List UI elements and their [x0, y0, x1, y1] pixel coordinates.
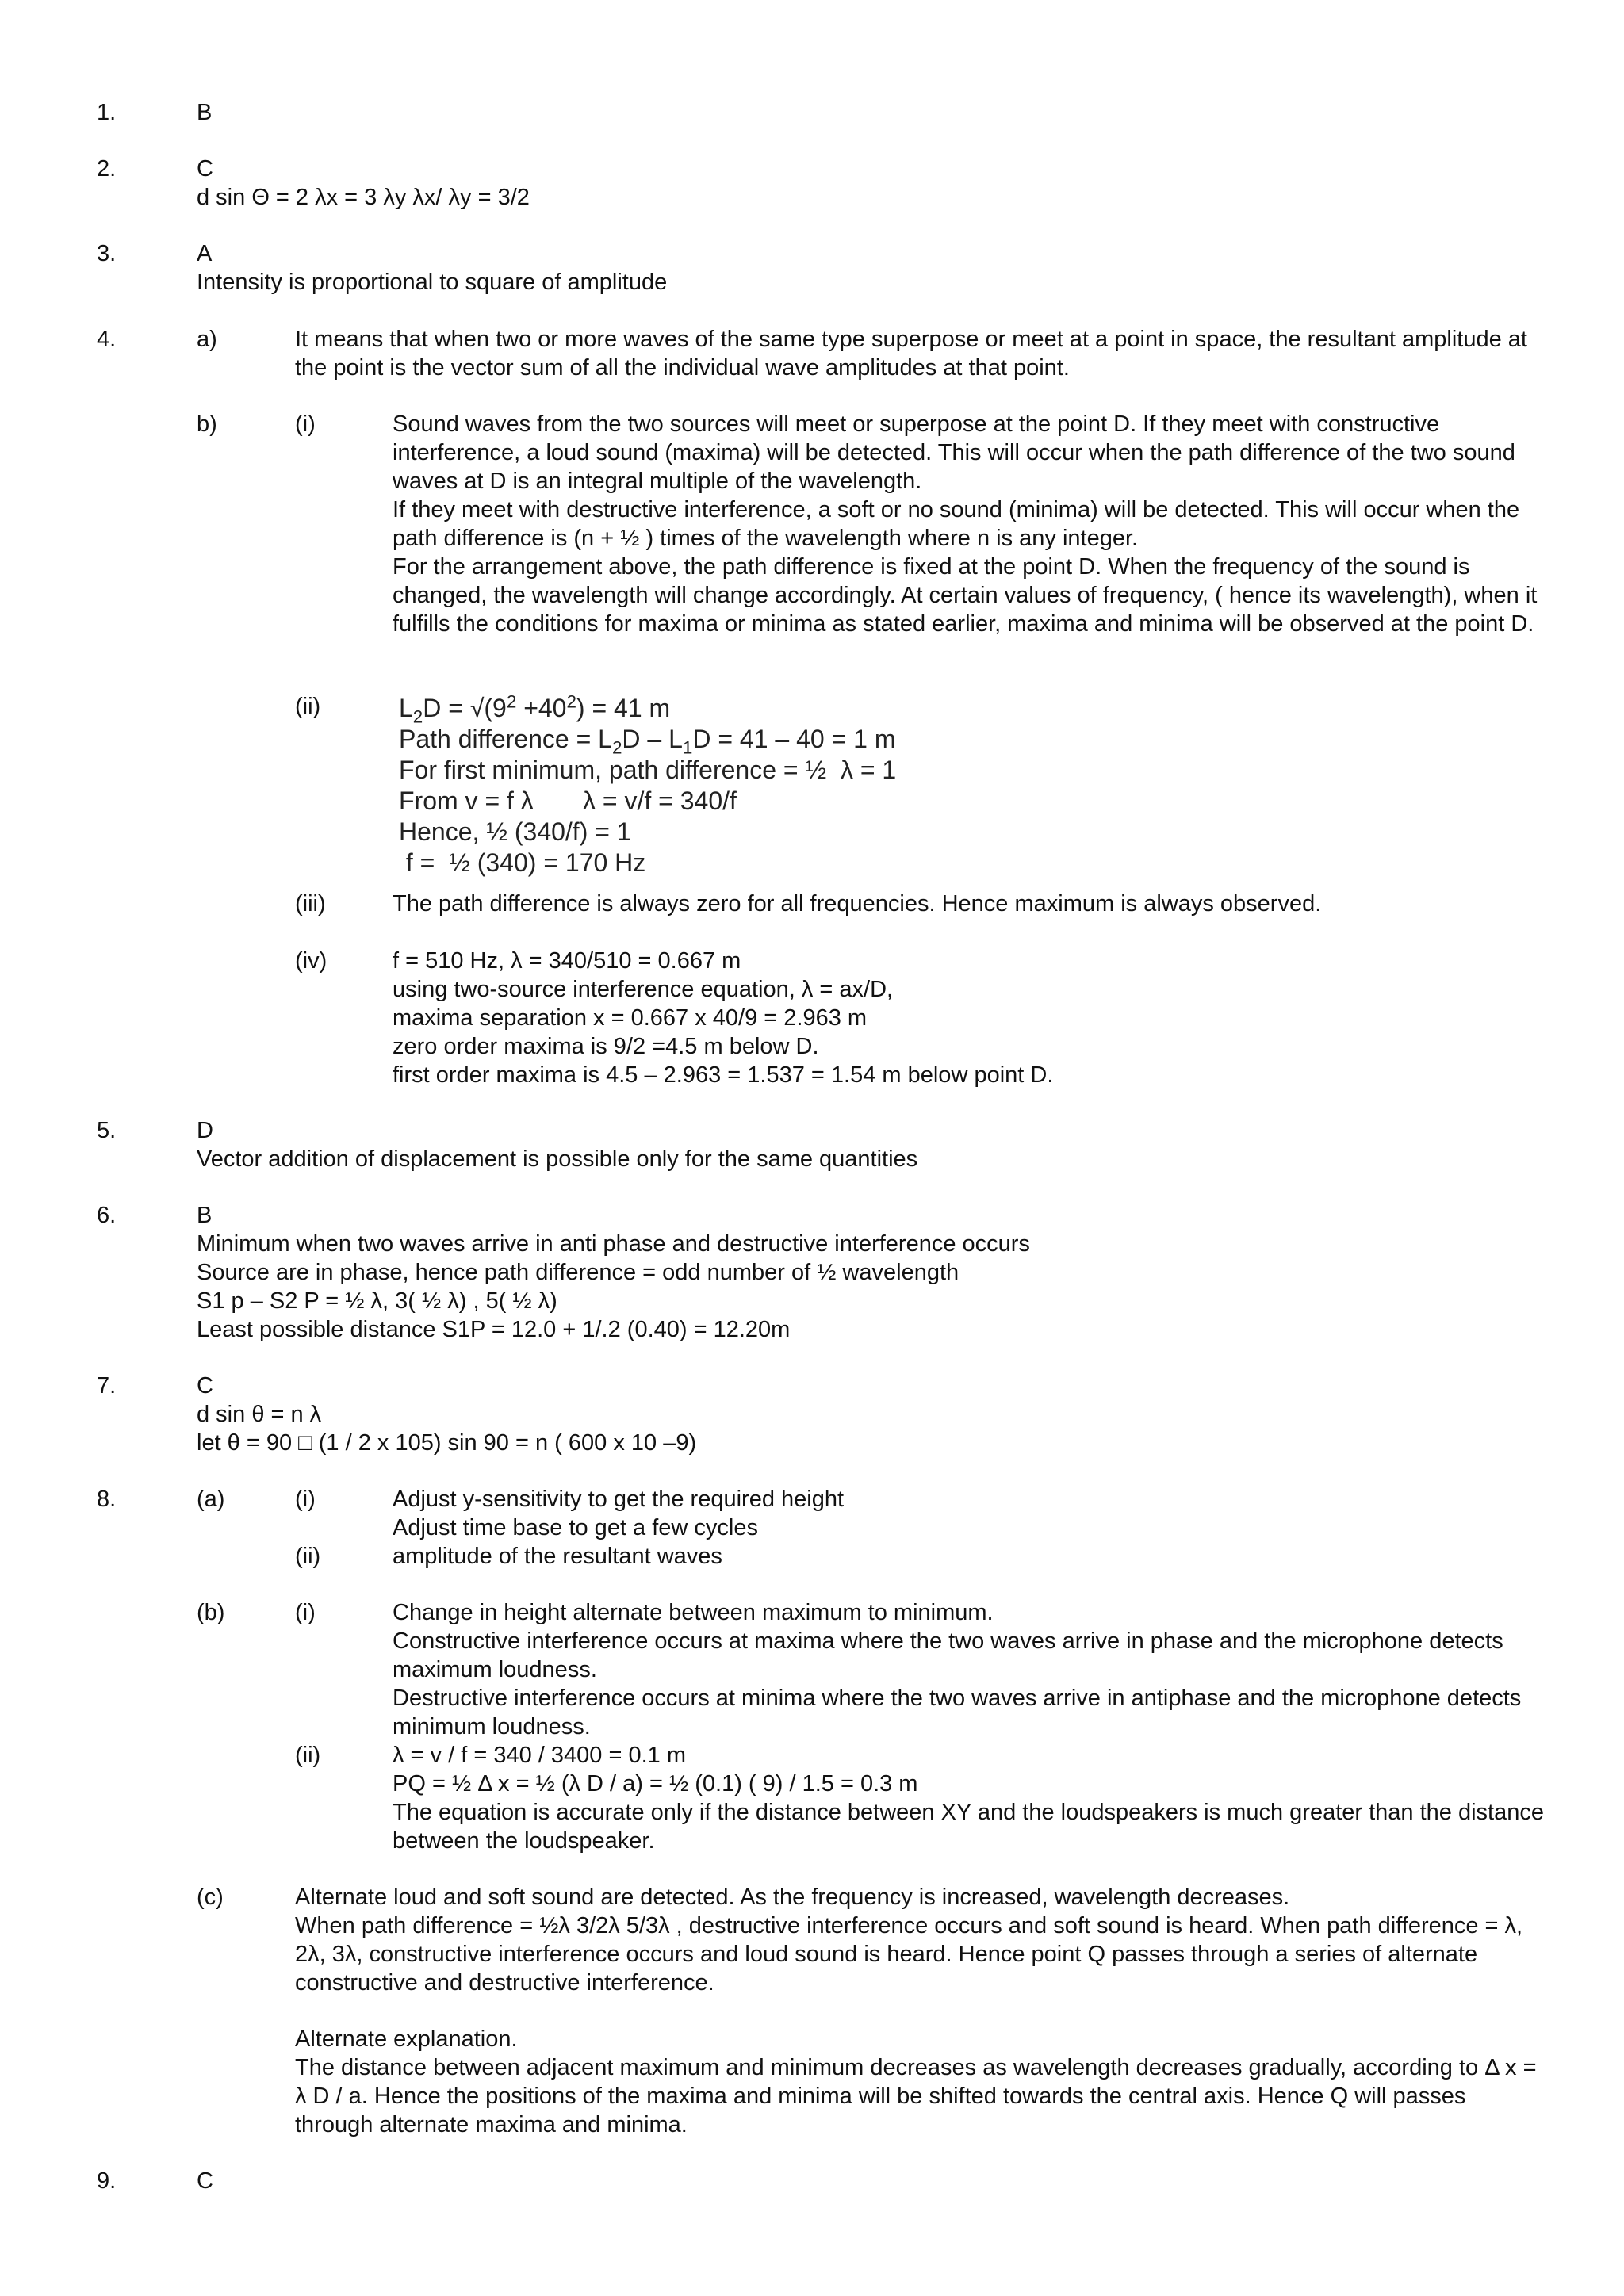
answer-8bii-line2: PQ = ½ Δ x = ½ (λ D / a) = ½ (0.1) ( 9) / 1.5 = 0.3 m: [393, 1771, 918, 1797]
answer-4biv-line1: f = 510 Hz, λ = 340/510 = 0.667 m: [393, 948, 741, 974]
answer-8ai-line2: Adjust time base to get a few cycles: [393, 1515, 758, 1540]
answer-1: B: [197, 100, 213, 125]
answer-6: B: [197, 1203, 213, 1228]
answer-8bi-line1: Change in height alternate between maximum to minimum.: [393, 1600, 994, 1625]
working-6-line2: Source are in phase, hence path difference = odd number of ½ wavelength: [197, 1260, 959, 1285]
subpart-label-8bi: (i): [295, 1600, 316, 1625]
working-6-line4: Least possible distance S1P = 12.0 + 1/.2 (0.40) = 12.20m: [197, 1317, 791, 1342]
working-6-line3: S1 p – S2 P = ½ λ, 3( ½ λ) , 5( ½ λ): [197, 1288, 557, 1314]
working-5: Vector addition of displacement is possible only for the same quantities: [197, 1146, 918, 1172]
part-label-4a: a): [197, 327, 217, 352]
answer-9: C: [197, 2168, 213, 2194]
answer-8c-line1: Alternate loud and soft sound are detected. As the frequency is increased, wavelength decreases.: [295, 1885, 1290, 1910]
question-number-1: 1.: [97, 100, 117, 125]
working-4bii-line5: Hence, ½ (340/f) = 1: [399, 817, 631, 846]
part-label-4b: b): [197, 411, 217, 437]
question-number-5: 5.: [97, 1118, 117, 1143]
question-number-4: 4.: [97, 327, 117, 352]
answer-4biv-line5: first order maxima is 4.5 – 2.963 = 1.537 = 1.54 m below point D.: [393, 1062, 1054, 1088]
question-number-7: 7.: [97, 1373, 117, 1399]
answer-3: A: [197, 241, 213, 266]
working-4bii-line6: f = ½ (340) = 170 Hz: [399, 848, 646, 877]
answer-8bi-para3: Destructive interference occurs at minima where the two waves arrive in antiphase and the microphone detects minimum loudness.: [393, 1686, 1522, 1739]
working-3: Intensity is proportional to square of amplitude: [197, 270, 668, 295]
answer-8aii: amplitude of the resultant waves: [393, 1544, 722, 1569]
working-7-line2: let θ = 90 □ (1 / 2 x 105) sin 90 = n ( 600 x 10 –9): [197, 1430, 697, 1456]
part-label-8a: (a): [197, 1487, 225, 1512]
answer-8bii-line1: λ = v / f = 340 / 3400 = 0.1 m: [393, 1743, 686, 1768]
subpart-label-4bii: (ii): [295, 694, 321, 719]
answer-4bi-para2: If they meet with destructive interference, a soft or no sound (minima) will be detected. This will occur when the path difference is (n + ½ ) times of the wavelength where n is any integer.: [393, 497, 1520, 551]
answer-8c-para4: The distance between adjacent maximum and minimum decreases as wavelength decreases gradually, according to Δ x = λ D / a. Hence the positions of the maxima and minima will be shifted towards the central axis. Hence Q will passes through alternate maxima and minima.: [295, 2055, 1537, 2137]
working-4bii-line1: $L_2D = √(9^2 +40^2) = 41$ m: [399, 691, 671, 727]
working-7-line1: d sin θ = n λ: [197, 1402, 322, 1427]
answer-8bii-para3: The equation is accurate only if the distance between XY and the loudspeakers is much greater than the distance between the loudspeaker.: [393, 1800, 1544, 1854]
subpart-label-4biii: (iii): [295, 891, 326, 916]
answer-8c-para2: When path difference = ½λ 3/2λ 5/3λ , destructive interference occurs and soft sound is heard. When path difference = λ, 2λ, 3λ, constructive interference occurs and loud sound is heard. Hence point Q passes through a series of alternate constructive and destructive interference.: [295, 1913, 1523, 1996]
subpart-label-8bii: (ii): [295, 1743, 321, 1768]
answer-8c-alt-heading: Alternate explanation.: [295, 2026, 518, 2052]
answer-4biv-line4: zero order maxima is 9/2 =4.5 m below D.: [393, 1034, 819, 1059]
answer-4biv-line2: using two-source interference equation, λ = ax/D,: [393, 977, 894, 1002]
answer-8bi-para2: Constructive interference occurs at maxima where the two waves arrive in phase and the microphone detects maximum loudness.: [393, 1628, 1503, 1682]
part-label-8b: (b): [197, 1600, 225, 1625]
subpart-label-4bi: (i): [295, 411, 316, 437]
question-number-9: 9.: [97, 2168, 117, 2194]
working-6-line1: Minimum when two waves arrive in anti phase and destructive interference occurs: [197, 1231, 1030, 1257]
working-4bii: [399, 693, 1561, 878]
question-number-6: 6.: [97, 1203, 117, 1228]
answer-2: C: [197, 156, 213, 182]
question-number-3: 3.: [97, 241, 117, 266]
answer-5: D: [197, 1118, 213, 1143]
subpart-label-8ai: (i): [295, 1487, 316, 1512]
subpart-label-8aii: (ii): [295, 1544, 321, 1569]
answer-4bi-para1: Sound waves from the two sources will meet or superpose at the point D. If they meet with constructive interference, a loud sound (maxima) will be detected. This will occur when the path difference of the two sound waves at D is an integral multiple of the wavelength.: [393, 411, 1515, 494]
subpart-label-4biv: (iv): [295, 948, 327, 974]
answer-4bi-para3: For the arrangement above, the path difference is fixed at the point D. When the frequency of the sound is changed, the wavelength will change accordingly. At certain values of frequency, ( hence its wavelength), when it fulfills the conditions for maxima or minima as stated earlier, maxima and minima will be observed at the point D.: [393, 554, 1538, 637]
answer-7: C: [197, 1373, 213, 1399]
working-4bii-line4: From v = f λ λ = v/f = 340/f: [399, 786, 737, 815]
working-2: d sin Θ = 2 λx = 3 λy λx/ λy = 3/2: [197, 185, 530, 210]
question-number-2: 2.: [97, 156, 117, 182]
question-number-8: 8.: [97, 1487, 117, 1512]
part-label-8c: (c): [197, 1885, 224, 1910]
answer-4biv-line3: maxima separation x = 0.667 x 40/9 = 2.963 m: [393, 1005, 868, 1031]
answer-8ai-line1: Adjust y-sensitivity to get the required height: [393, 1487, 845, 1512]
answer-4biii: The path difference is always zero for all frequencies. Hence maximum is always observed.: [393, 891, 1322, 916]
working-4bii-line3: For first minimum, path difference = ½ λ = 1: [399, 756, 897, 784]
answer-4a: It means that when two or more waves of the same type superpose or meet at a point in space, the resultant amplitude at the point is the vector sum of all the individual wave amplitudes at that point.: [295, 327, 1527, 381]
working-4bii-line2: Path difference = $L_2D - L_1D = 41 - 40 = 1$ m: [399, 725, 896, 758]
